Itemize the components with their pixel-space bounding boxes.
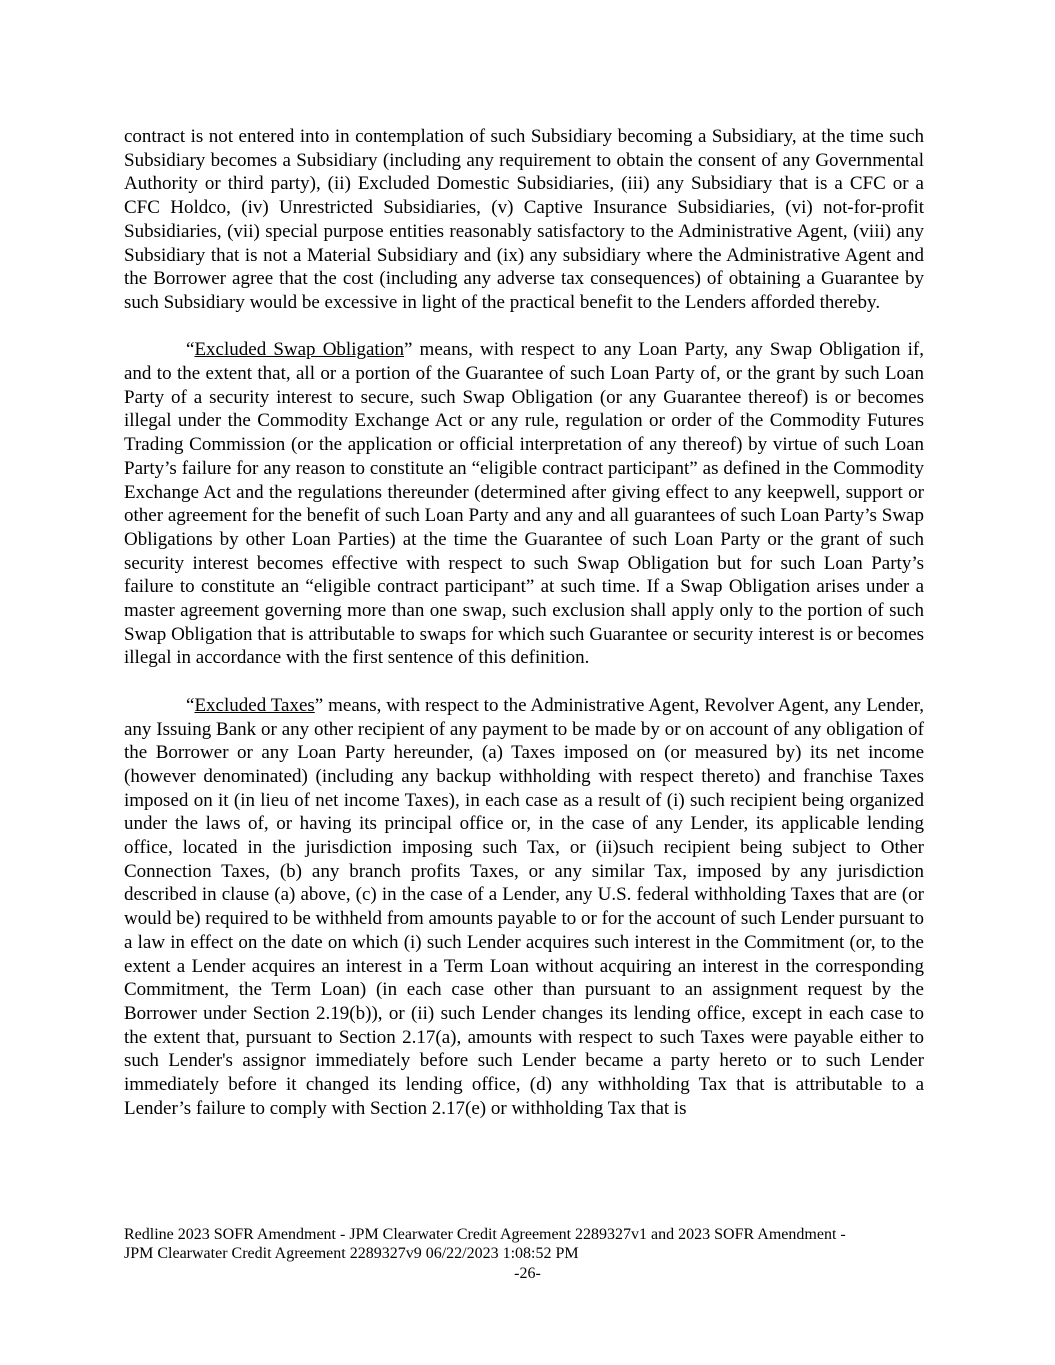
open-quote: “ xyxy=(186,339,195,361)
footer-line-1: Redline 2023 SOFR Amendment - JPM Clearwater Credit Agreement 2289327v1 and 2023 SOFR Amendment - xyxy=(124,1226,846,1243)
paragraph-continuation: contract is not entered into in contemplation of such Subsidiary becoming a Subsidiary, at the time such Subsidiary becomes a Subsidiary (including any requirement to obtain the consent of any Governmental Authority or third party), (ii) Excluded Domestic Subsidiaries, (iii) any Subsidiary that is a CFC or a CFC Holdco, (iv) Unrestricted Subsidiaries, (v) Captive Insurance Subsidiaries, (vi) not-for-profit Subsidiaries, (vii) special purpose entities reasonably satisfactory to the Administrative Agent, (viii) any Subsidiary that is not a Material Subsidiary and (ix) any subsidiary where the Administrative Agent and the Borrower agree that the cost (including any adverse tax consequences) of obtaining a Guarantee by such Subsidiary would be excessive in light of the practical benefit to the Lenders afforded thereby. xyxy=(124,126,924,313)
definition-text: ” means, with respect to the Administrative Agent, Revolver Agent, any Lender, any Issuing Bank or any other recipient of any payment to be made by or on account of any obligation of the Borrower or any Loan Party hereunder, (a) Taxes imposed on (or measured by) its net income (however denominated) (including any backup withholding with respect thereto) and franchise Taxes imposed on it (in lieu of net income Taxes), in each case as a result of (i) such recipient being organized under the laws of, or having its principal office or, in the case of any Lender, its applicable lending office, located in the jurisdiction imposing such Tax, or (ii)such recipient being subject to Other Connection Taxes, (b) any branch profits Taxes, or any similar Tax, imposed by any jurisdiction described in clause (a) above, (c) in the case of a Lender, any U.S. federal withholding Taxes that are (or would be) required to be withheld from amounts payable to or for the account of such Lender pursuant to a law in effect on the date on which (i) such Lender acquires such interest in the Commitment (or, to the extent a Lender acquires an interest in a Term Loan without acquiring an interest in the corresponding Commitment, the Term Loan) (in each case other than pursuant to an assignment request by the Borrower under Section 2.19(b)), or (ii) such Lender changes its lending office, except in each case to the extent that, pursuant to Section 2.17(a), amounts with respect to such Taxes were payable either to such Lender's assignor immediately before such Lender became a party hereto or to such Lender immediately before it changed its lending office, (d) any withholding Tax that is attributable to a Lender’s failure to comply with Section 2.17(e) or withholding Tax that is xyxy=(124,694,924,1119)
open-quote: “ xyxy=(186,694,195,716)
document-body xyxy=(124,125,924,1144)
defined-term: Excluded Taxes xyxy=(194,694,315,716)
definition-text: ” means, with respect to any Loan Party, any Swap Obligation if, and to the extent that, all or a portion of the Guarantee of such Loan Party of, or the grant by such Loan Party of a security interest to secure, such Swap Obligation (or any Guarantee thereof) is or becomes illegal under the Commodity Exchange Act or any rule, regulation or order of the Commodity Futures Trading Commission (or the application or official interpretation of any thereof) by virtue of such Loan Party’s failure for any reason to constitute an “eligible contract participant” as defined in the Commodity Exchange Act and the regulations thereunder (determined after giving effect to any keepwell, support or other agreement for the benefit of such Loan Party and any and all guarantees of such Loan Party’s Swap Obligations by other Loan Parties) at the time the Guarantee of such Loan Party or the grant of such security interest becomes effective with respect to such Swap Obligation but for such Loan Party’s failure to constitute an “eligible contract participant” at such time. If a Swap Obligation arises under a master agreement governing more than one swap, such exclusion shall apply only to the portion of such Swap Obligation that is attributable to swaps for which such Guarantee or security interest is or becomes illegal in accordance with the first sentence of this definition. xyxy=(124,339,924,669)
definition-excluded-swap-obligation xyxy=(124,338,924,670)
defined-term: Excluded Swap Obligation xyxy=(194,339,404,361)
page-number: -26- xyxy=(514,1265,541,1282)
page-footer xyxy=(124,1226,924,1263)
footer-line-2: JPM Clearwater Credit Agreement 2289327v9 06/22/2023 1:08:52 PM xyxy=(124,1244,579,1262)
definition-excluded-taxes xyxy=(124,694,924,1121)
